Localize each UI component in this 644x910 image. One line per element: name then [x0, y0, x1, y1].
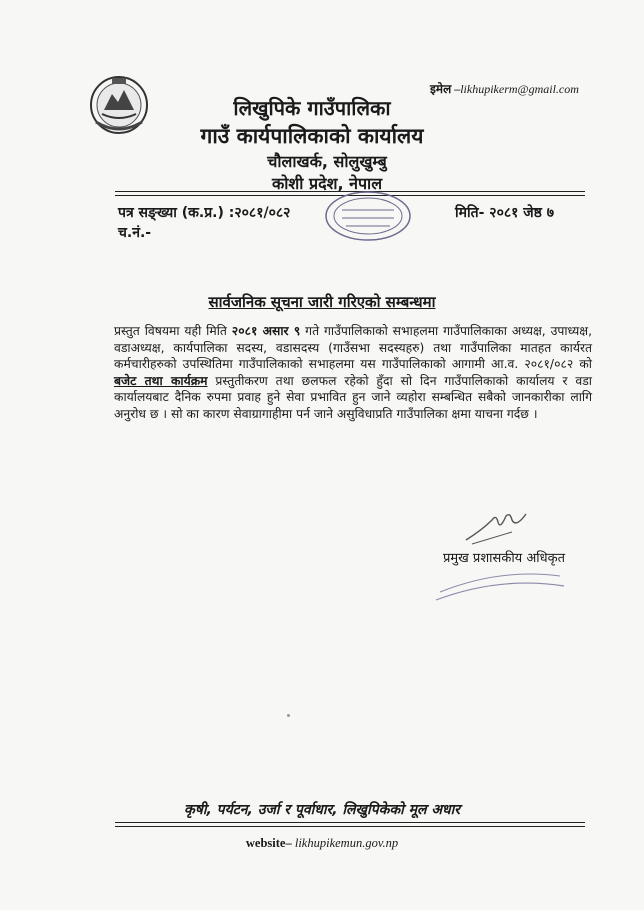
- office-name: लिखुपिके गाउँपालिका: [233, 96, 391, 120]
- officer-seal-icon: [430, 566, 570, 606]
- notice-body: [114, 323, 592, 423]
- office-address: चौलाखर्क, सोलुखुम्बु: [267, 152, 387, 171]
- body-text-3: प्रस्तुतीकरण तथा छलफल रहेको हुँदा सो दिन गाउँपालिकाको कार्यालय र वडा कार्यालयबाट दैनिक रुपमा प्रवाह हुने सेवा प्रभावित हुन जाने व्यहोरा सम्बन्धित सबैको जानकारीका लागि अनुरोध छ । सो का कारण सेवाग्रागाहीमा पर्न जाने असुविधाप्रति गाउँपालिका क्षमा याचना गर्दछ ।: [114, 373, 592, 421]
- scan-speck: [287, 714, 290, 717]
- body-budget-highlight: बजेट तथा कार्यक्रम: [114, 373, 208, 388]
- office-stamp-icon: [322, 188, 414, 244]
- footer-rule-bottom: [115, 826, 585, 827]
- subject-line: सार्वजनिक सूचना जारी गरिएको सम्बन्धमा: [208, 293, 436, 311]
- footer-website: [0, 836, 644, 851]
- body-date-highlight: २०८१ असार ९: [231, 324, 301, 338]
- dispatch-number: च.नं.-: [118, 225, 152, 241]
- letter-date: मिति- २०८१ जेष्ठ ७: [455, 205, 555, 221]
- email-label: इमेल –: [430, 82, 461, 96]
- website-url[interactable]: likhupikemun.gov.np: [294, 836, 399, 850]
- footer-motto: कृषी, पर्यटन, उर्जा र पूर्वाधार, लिखुपिकेको मूल अधार: [184, 802, 460, 818]
- signature-icon: [462, 510, 532, 548]
- office-province: कोशी प्रदेश, नेपाल: [271, 174, 383, 193]
- officer-title: प्रमुख प्रशासकीय अधिकृत: [443, 551, 566, 566]
- footer-rule-top: [115, 822, 585, 823]
- reference-number: पत्र सङ्ख्या (क.प्र.) :२०८१/०८२: [118, 205, 291, 221]
- body-text-2: गते गाउँपालिकाको सभाहलमा गाउँपालिकाका अध्यक्ष, उपाध्यक्ष, वडाअध्यक्ष, कार्यपालिका सदस्य, वडासदस्य (गाउँसभा सदस्यहरु) तथा गाउँपालिका मातहत कार्यरत कर्मचारीहरुको उपस्थितिमा गाउँपालिकाको सभाहलमा यस गाउँपालिकाको आगामी आ.व. २०८१/०८२ को: [114, 324, 592, 372]
- body-text-1: प्रस्तुत विषयमा यही मिति: [114, 324, 232, 338]
- email-address[interactable]: likhupikerm@gmail.com: [460, 82, 579, 96]
- office-type: गाउँ कार्यपालिकाको कार्यालय: [200, 124, 424, 148]
- website-label: website–: [245, 836, 292, 850]
